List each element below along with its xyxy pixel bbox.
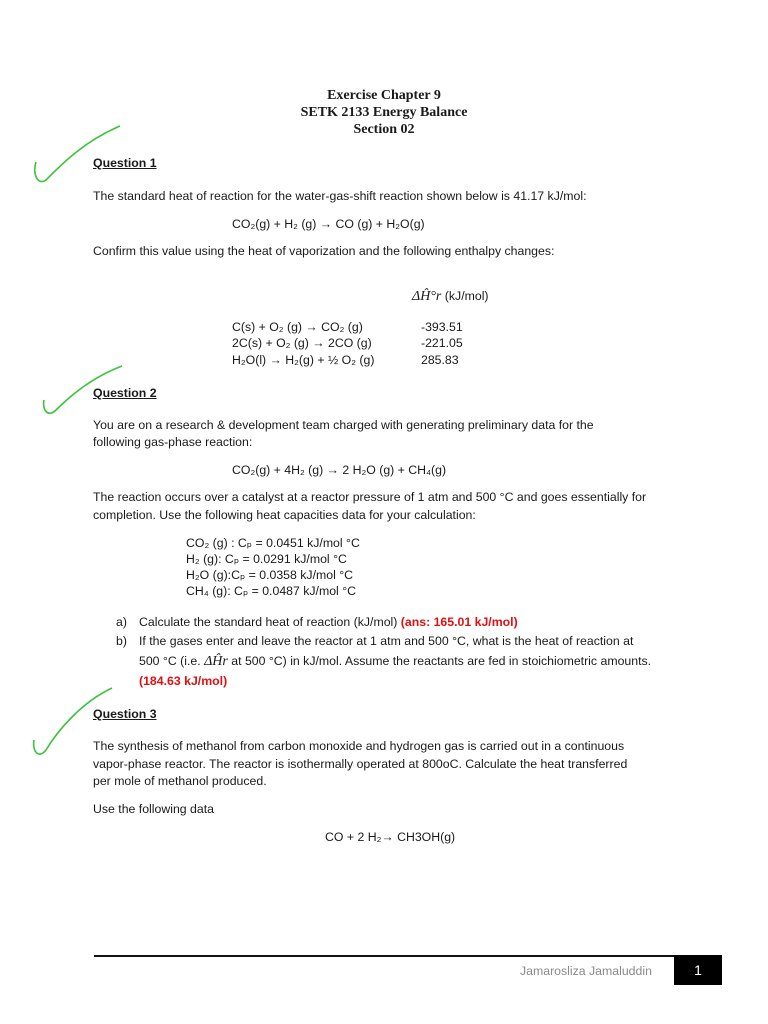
part-b-line2-pre: 500 °C (i.e. bbox=[139, 654, 201, 668]
enthalpy-row-reaction: 2C(s) + O₂ (g) → 2CO (g) bbox=[232, 336, 372, 350]
question-2-intro-line2: following gas-phase reaction: bbox=[93, 435, 253, 449]
footer-divider bbox=[94, 955, 674, 957]
question-2-conditions-line2: completion. Use the following heat capacities data for your calculation: bbox=[93, 508, 476, 522]
heat-capacity-item: CO₂ (g) : Cₚ = 0.0451 kJ/mol °C bbox=[186, 536, 360, 550]
enthalpy-row-reaction: C(s) + O₂ (g) → CO₂ (g) bbox=[232, 320, 363, 334]
page-number: 1 bbox=[674, 955, 722, 985]
question-3-reaction: CO + 2 H₂→ CH3OH(g) bbox=[325, 830, 456, 844]
enthalpy-row-reaction: H₂O(l) → H₂(g) + ½ O₂ (g) bbox=[232, 353, 375, 367]
section-title: Section 02 bbox=[353, 122, 415, 137]
part-b-line2-post: at 500 °C) in kJ/mol. Assume the reactants are fed in stoichiometric amounts. bbox=[231, 654, 652, 668]
part-b-line1: If the gases enter and leave the reactor at 1 atm and 500 °C, what is the heat of reaction at bbox=[139, 634, 634, 648]
part-a-text bbox=[139, 615, 518, 629]
question-2-conditions-line1: The reaction occurs over a catalyst at a reactor pressure of 1 atm and 500 °C and goes essentially for bbox=[93, 490, 647, 504]
part-b-marker: b) bbox=[116, 634, 127, 648]
enthalpy-unit: (kJ/mol) bbox=[444, 289, 489, 303]
question-1-intro: The standard heat of reaction for the water-gas-shift reaction shown below is 41.17 kJ/mol: bbox=[93, 189, 587, 203]
question-3-title: Question 3 bbox=[93, 707, 157, 721]
enthalpy-column-header bbox=[412, 289, 489, 305]
heat-capacity-item: H₂ (g): Cₚ = 0.0291 kJ/mol °C bbox=[186, 552, 347, 566]
part-b-answer: (184.63 kJ/mol) bbox=[139, 674, 228, 688]
document-title: Exercise Chapter 9 bbox=[327, 88, 441, 103]
enthalpy-row-value: -221.05 bbox=[421, 336, 463, 350]
question-1-reaction: CO₂(g) + H₂ (g) → CO (g) + H₂O(g) bbox=[232, 217, 425, 231]
delta-h-symbol: ΔĤ°r bbox=[412, 289, 442, 304]
question-2-title: Question 2 bbox=[93, 386, 157, 400]
footer-author: Jamarosliza Jamaluddin bbox=[520, 964, 652, 978]
question-3-line1: The synthesis of methanol from carbon monoxide and hydrogen gas is carried out in a continuous bbox=[93, 739, 625, 753]
part-b-line2 bbox=[139, 654, 651, 670]
question-3-line2: vapor-phase reactor. The reactor is isothermally operated at 800oC. Calculate the heat transferred bbox=[93, 757, 628, 771]
part-a-question: Calculate the standard heat of reaction (kJ/mol) bbox=[139, 615, 398, 629]
enthalpy-row-value: -393.51 bbox=[421, 320, 463, 334]
heat-capacity-item: CH₄ (g): Cₚ = 0.0487 kJ/mol °C bbox=[186, 584, 356, 598]
part-a-answer: (ans: 165.01 kJ/mol) bbox=[400, 615, 518, 629]
question-3-use-data: Use the following data bbox=[93, 802, 214, 816]
course-title: SETK 2133 Energy Balance bbox=[300, 105, 468, 120]
question-1-instruction: Confirm this value using the heat of vaporization and the following enthalpy changes: bbox=[93, 244, 555, 258]
question-3-line3: per mole of methanol produced. bbox=[93, 774, 267, 788]
question-1-title: Question 1 bbox=[93, 156, 157, 170]
delta-h-symbol: ΔĤr bbox=[204, 654, 228, 669]
heat-capacity-item: H₂O (g):Cₚ = 0.0358 kJ/mol °C bbox=[186, 568, 354, 582]
question-2-reaction: CO₂(g) + 4H₂ (g) → 2 H₂O (g) + CH₄(g) bbox=[232, 463, 447, 477]
question-2-intro-line1: You are on a research & development team charged with generating preliminary data for the bbox=[93, 418, 594, 432]
part-a-marker: a) bbox=[116, 615, 127, 629]
enthalpy-row-value: 285.83 bbox=[421, 353, 459, 367]
